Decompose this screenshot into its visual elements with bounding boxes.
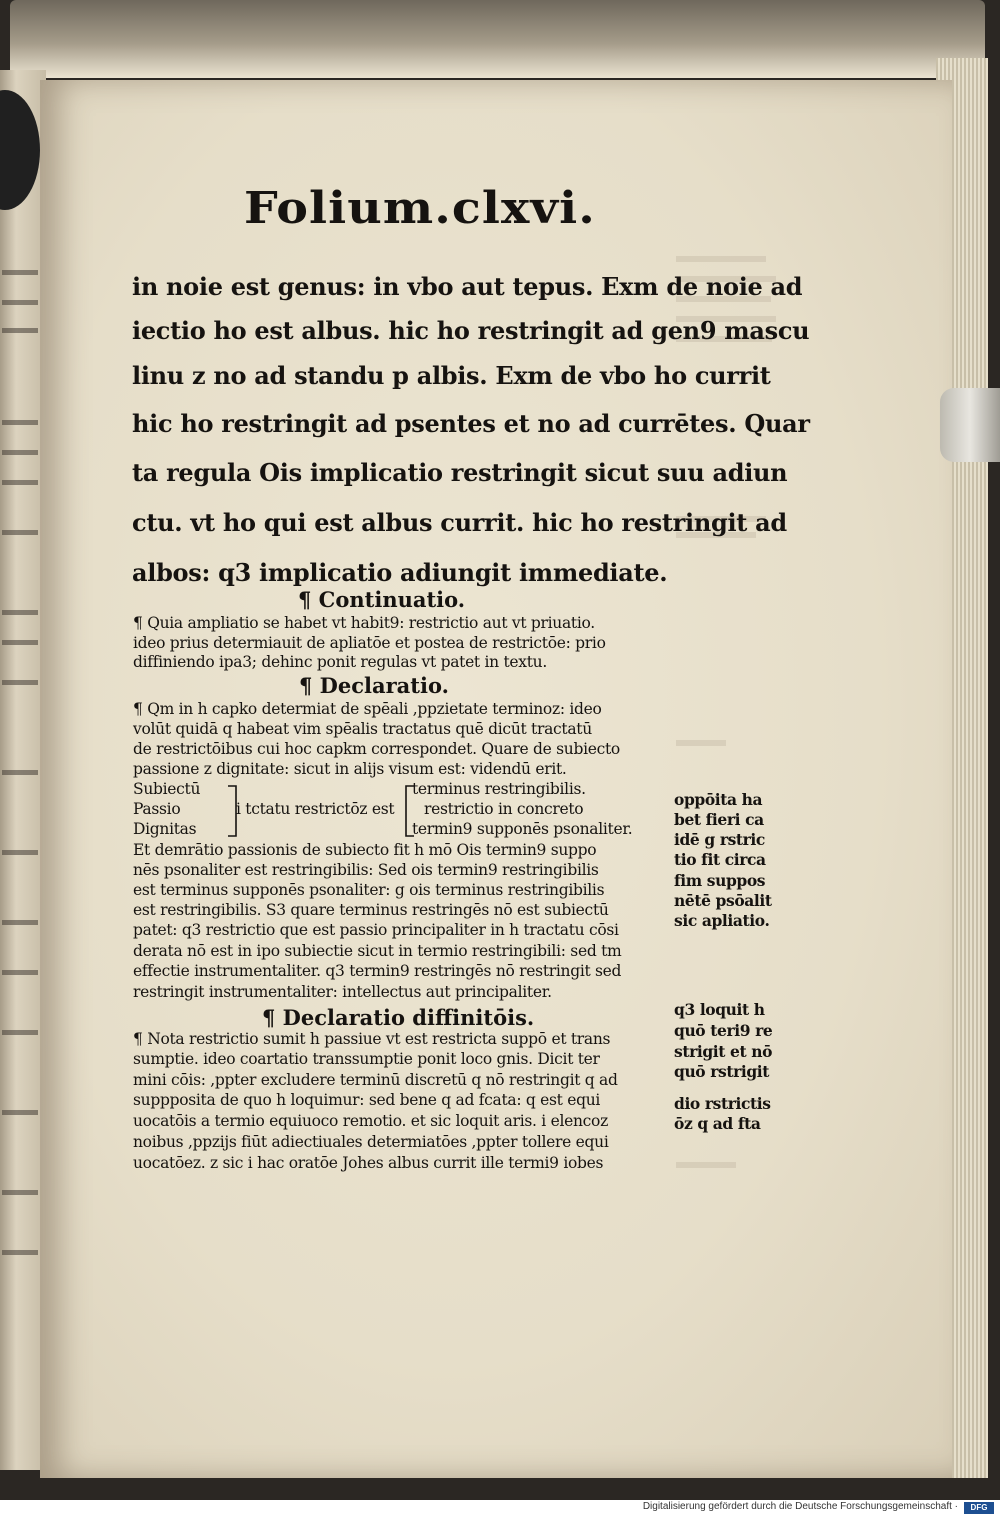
text-line: ¶ Quia ampliatio se habet vt habit9: restrictio aut vt priuatio. <box>133 614 595 632</box>
section-heading-declaratio-diffinitionis: ¶ Declaratio diffinitōis. <box>262 1005 535 1030</box>
tree-middle-label: i tctatu restrictōz est <box>236 800 395 818</box>
text-line: albos: q3 implicatio adiungit immediate. <box>132 558 668 587</box>
text-line: ¶ Nota restrictio sumit h passiue vt est restricta suppō et trans <box>133 1030 611 1048</box>
clip-marker <box>940 388 1000 462</box>
marginal-note-line: fim suppos <box>674 871 766 890</box>
tree-left-item: Passio <box>133 800 181 818</box>
text-line: ctu. vt ho qui est albus currit. hic ho restringit ad <box>132 508 787 537</box>
marginal-note-line: bet fieri ca <box>674 810 764 829</box>
section-heading-continuatio: ¶ Continuatio. <box>298 587 466 612</box>
tree-right-item: restrictio in concreto <box>424 800 584 818</box>
marginal-note-line: strigit et nō <box>674 1042 773 1061</box>
text-line: ideo prius determiauit de apliatōe et postea de restrictōe: prio <box>133 634 606 652</box>
marginal-note-line: quō rstrigit <box>674 1062 770 1081</box>
footer-bar <box>0 1500 1000 1516</box>
text-line: ¶ Qm in h capko determiat de spēali ,ppzietate terminoz: ideo <box>133 700 602 718</box>
text-line: in noie est genus: in vbo aut tepus. Exm de noie ad <box>132 272 803 301</box>
text-line: noibus ,ppzijs fiūt adiectiuales determiatōes ,ppter tollere equi <box>133 1133 609 1151</box>
text-line: supppositа de quo h loquimur: sed bene q ad fcata: q est equi <box>133 1091 601 1109</box>
tree-left-item: Dignitas <box>133 820 197 838</box>
dfg-logo: DFG <box>964 1502 994 1514</box>
tree-left-item: Subiectū <box>133 780 201 798</box>
text-line: restringit instrumentaliter: intellectus aut principaliter. <box>133 983 552 1001</box>
text-line: volūt quidā q habeat vim spēalis tractatus quē dicūt tractatū <box>133 720 592 738</box>
marginal-note-line: idē g rstric <box>674 830 765 849</box>
text-line: linu z no ad standu p albis. Exm de vbo ho currit <box>132 361 771 390</box>
marginal-note-line: quō teri9 re <box>674 1021 773 1040</box>
marginal-note-line: oppōita ha <box>674 790 763 809</box>
marginal-note-line: sic apliatio. <box>674 911 770 930</box>
binding-shadow <box>0 90 40 210</box>
marginal-note-line: tio fit circa <box>674 850 766 869</box>
marginal-note-line: q3 loquit h <box>674 1000 765 1019</box>
marginal-note-line: dio rstrictis <box>674 1094 771 1113</box>
text-line: hic ho restringit ad psentes et no ad currētes. Quar <box>132 409 810 438</box>
text-line: derata nō est in ipo subiectie sicut in termio restringibili: sed tm <box>133 942 622 960</box>
section-heading-declaratio: ¶ Declaratio. <box>299 673 449 698</box>
marginal-note-line: nētē psōalit <box>674 891 772 910</box>
text-line: de restrictōibus cui hoc capkm correspondet. Quare de subiecto <box>133 740 620 758</box>
text-line: uocatōez. z sic i hac oratōe Johes albus currit ille termi9 iobes <box>133 1154 604 1172</box>
text-line: sumptie. ideo coartatio transsumptie ponit loco gnis. Dicit ter <box>133 1050 600 1068</box>
folio-heading: Folium.clxvi. <box>244 183 596 234</box>
funding-credit: Digitalisierung gefördert durch die Deutsche Forschungsgemeinschaft · <box>642 1501 958 1512</box>
text-line: Et demrātio passionis de subiecto fit h mō Ois termin9 suppo <box>133 841 597 859</box>
text-line: iectio ho est albus. hic ho restringit ad gen9 mascu <box>132 316 810 345</box>
text-line: patet: q3 restrictio que est passio principaliter in h tractatu cōsi <box>133 921 619 939</box>
text-line: passione z dignitate: sicut in alijs visum est: videndū erit. <box>133 760 567 778</box>
text-line: effectie instrumentaliter. q3 termin9 restringēs nō restringit sed <box>133 962 622 980</box>
text-line: uocatōis a termio equiuoco remotio. et sic loquit aris. i elencoz <box>133 1112 608 1130</box>
book-top-edge <box>10 0 985 78</box>
text-line: diffiniendo ipa3; dehinc ponit regulas vt patet in textu. <box>133 653 547 671</box>
tree-right-item: terminus restringibilis. <box>412 780 586 798</box>
text-line: est terminus supponēs psonaliter: g ois terminus restringibilis <box>133 881 605 899</box>
tree-right-item: termin9 supponēs psonaliter. <box>412 820 633 838</box>
marginal-note-line: ōz q ad fta <box>674 1114 761 1133</box>
text-line: mini cōis: ,ppter excludere terminū discretū q nō restringit q ad <box>133 1071 618 1089</box>
text-line: nēs psonaliter est restringibilis: Sed ois termin9 restringibilis <box>133 861 599 879</box>
text-line: est restringibilis. S3 quare terminus restringēs nō est subiectū <box>133 901 609 919</box>
text-line: ta regula Ois implicatio restringit sicut suu adiun <box>132 458 788 487</box>
